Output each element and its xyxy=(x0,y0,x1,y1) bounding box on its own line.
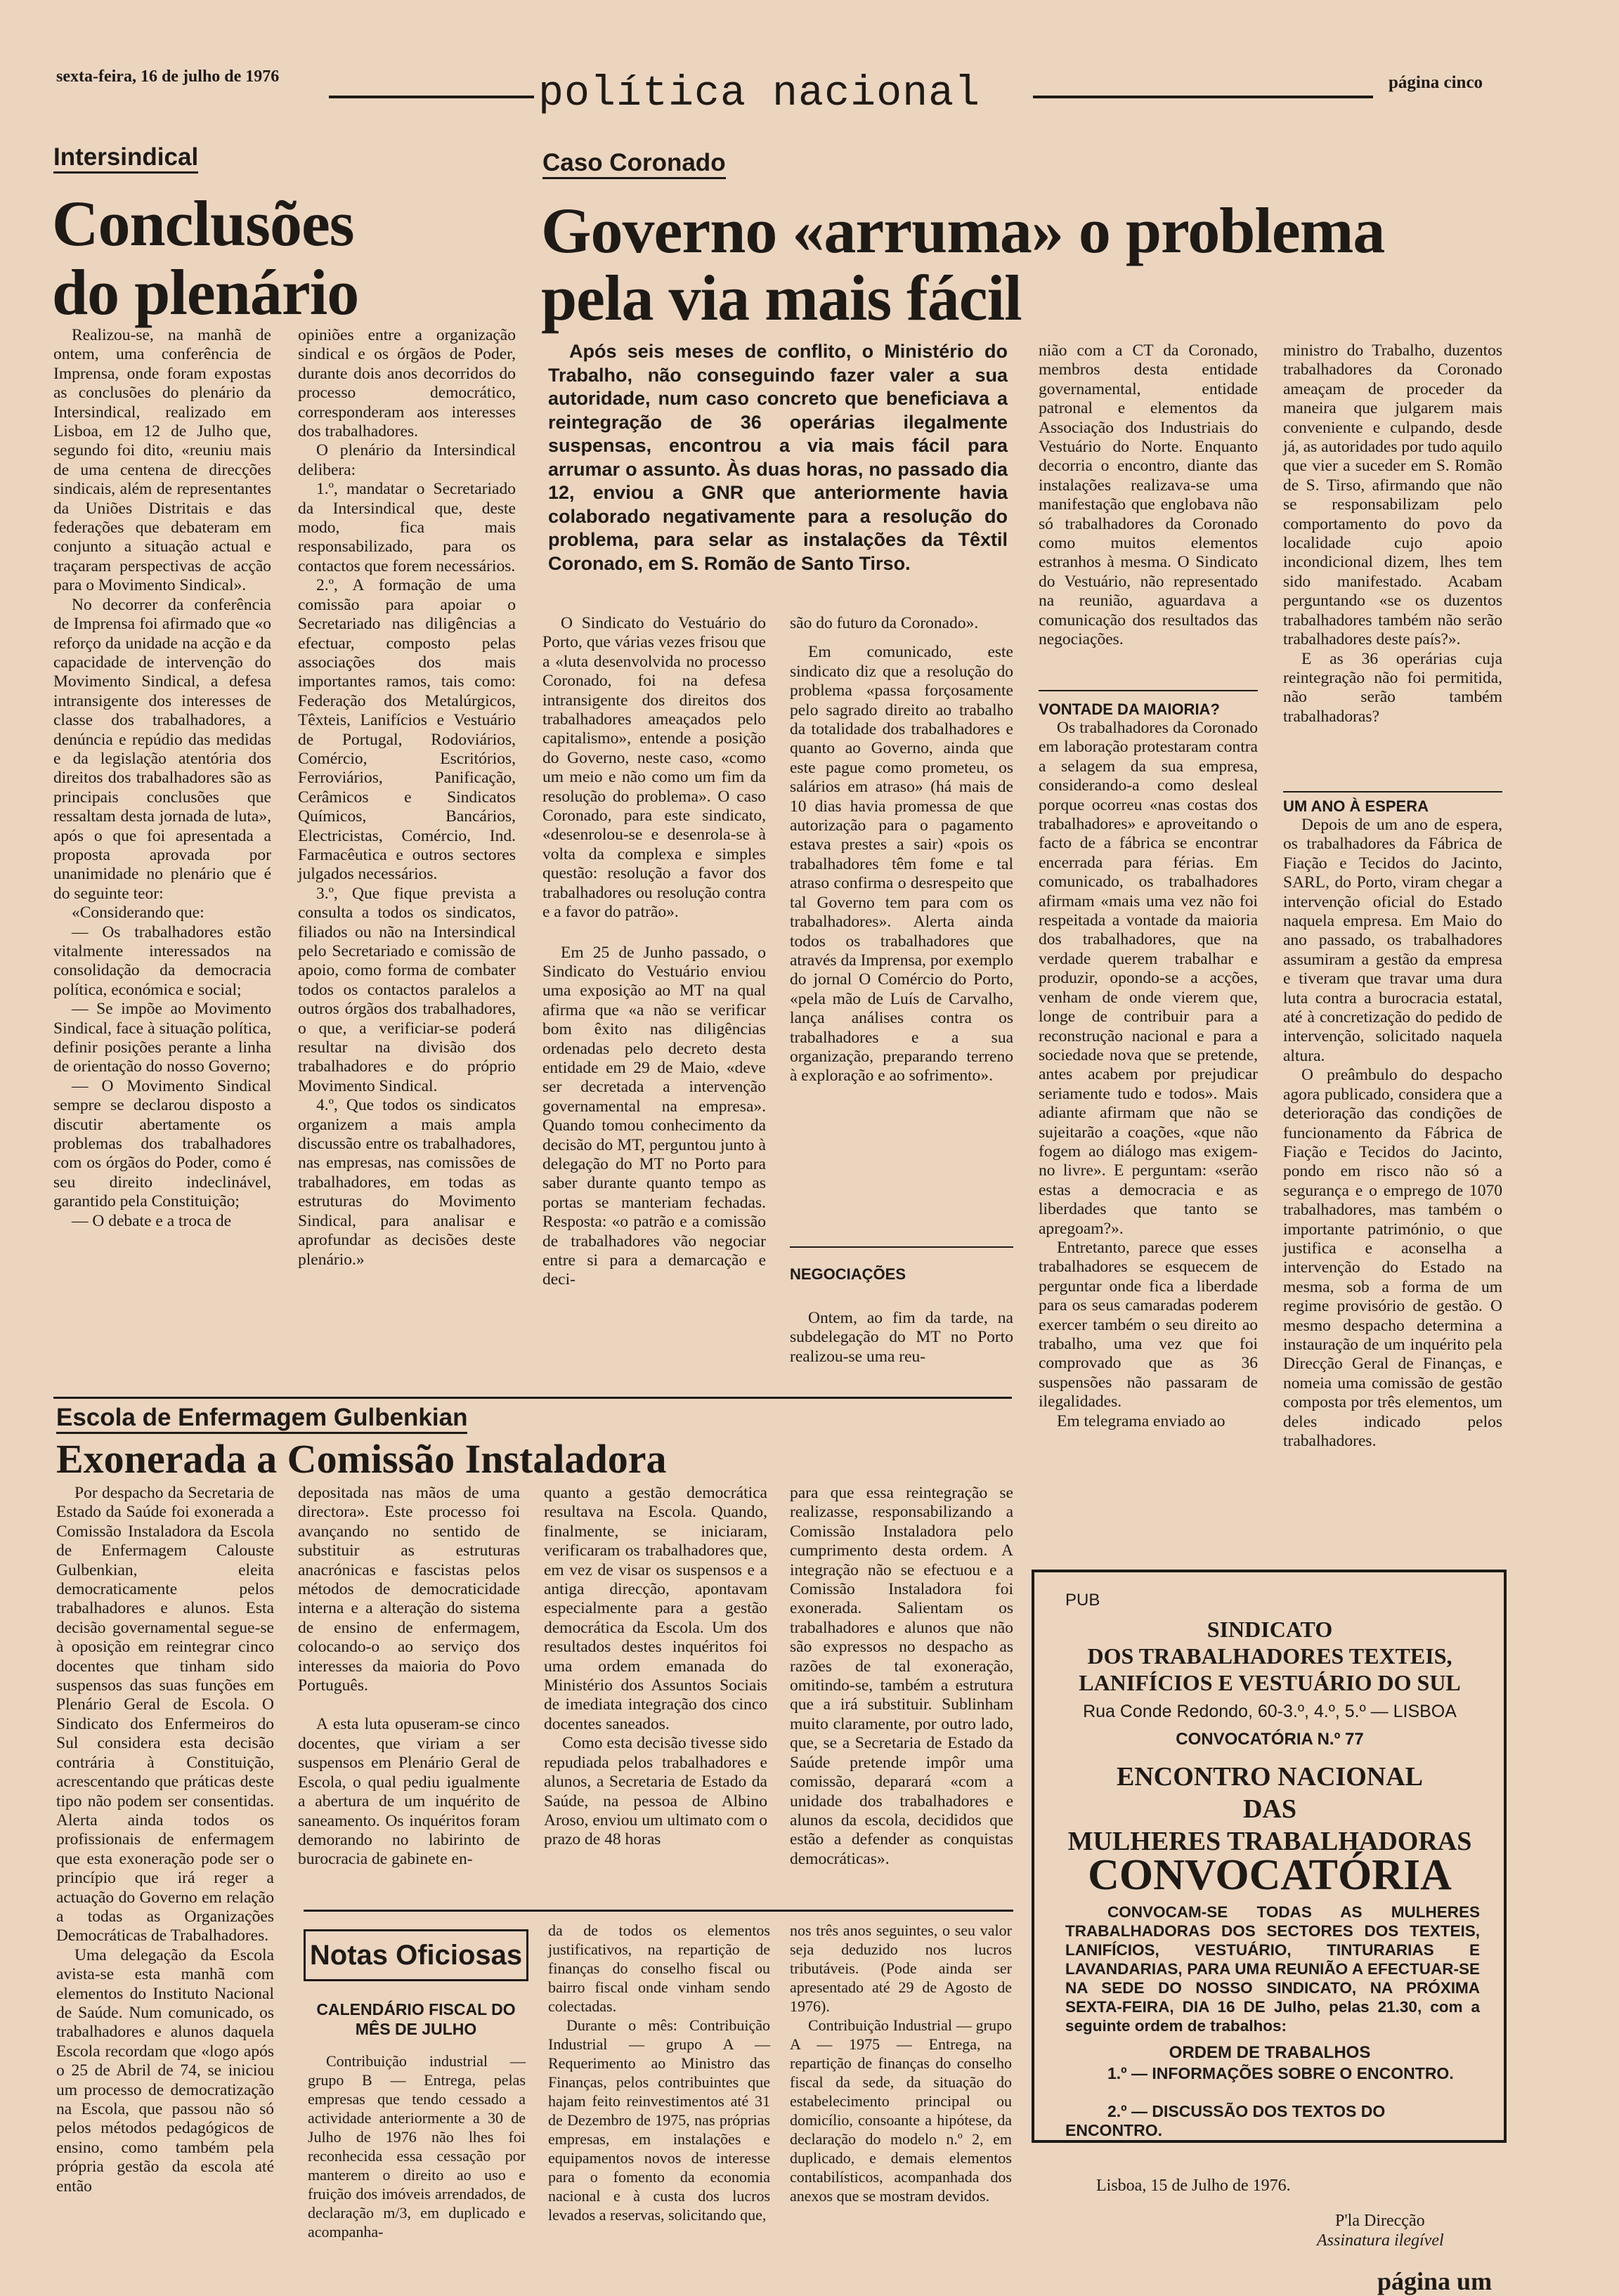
pub-date: Lisboa, 15 de Julho de 1976. xyxy=(1096,2177,1291,2195)
intersindical-headline-line1: Conclusões xyxy=(52,188,354,259)
paragraph: Em comunicado, este sindicato diz que a resolução do problema «passa forçosamente pelo sagrado direito ao trabalho da totalidade dos trabalhadores e quanto ao Governo, ainda que este pague como prometeu, os salários em atraso» (há mais de 10 dias havia promessa de que autorização para o pagamento estava prestes a sair) «pois os trabalhadores têm fome e tal atraso confirma o desrespeito que tal Governo tem para com os trabalhadores». Alerta ainda todos os trabalhadores que através da Imprensa, por exemplo do jornal O Comércio do Porto, «pela mão de Luís de Carvalho, lança análises contra os trabalhadores e a sua organização, preparando terreno à exploração e ao sofrimento». xyxy=(790,643,1013,1085)
coronado-section-label: Caso Coronado xyxy=(542,149,726,179)
coronado-column-5 xyxy=(1039,341,1258,672)
paragraph: O plenário da Intersindical delibera: xyxy=(298,441,516,479)
convocatoria-body: CONVOCAM-SE TODAS AS MULHERES TRABALHADORAS DOS SECTORES DOS TEXTEIS, LANIFÍCIOS, VESTUÁRIO, TINTURARIAS E LAVANDARIAS, PARA UMA REUNIÃO A EFECTUAR-SE NA SEDE DO NOSSO SINDICATO, NA PRÓXIMA SEXTA-FEIRA, DIA 16 DE Julho, pelas 21.30, com a seguinte ordem de trabalhos: xyxy=(1065,1903,1480,2035)
paragraph: Entretanto, parece que esses trabalhadores se esquecem de perguntar onde fica a liberdade para os seus camaradas poderem exercer também o seu direito ao trabalho, uma vez que foi comprovado que as 36 suspensões não passaram de ilegalidades. xyxy=(1039,1238,1258,1411)
masthead-section: política nacional xyxy=(538,70,981,118)
notas-calendar-title xyxy=(304,2000,528,2042)
paragraph: — Se impõe ao Movimento Sindical, face à situação política, definir posições perante a linha de orientação do nosso Governo; xyxy=(53,1000,271,1076)
paragraph: são do futuro da Coronado». xyxy=(790,614,979,632)
paragraph: — O debate e a troca de xyxy=(72,1211,232,1230)
union-line-1: SINDICATO xyxy=(1207,1617,1333,1642)
advertisement-box xyxy=(1032,1570,1507,2143)
coronado-headline-line1: Governo «arruma» o problema xyxy=(541,195,1385,266)
paragraph: nião com a CT da Coronado, membros desta entidade governamental, entidade patronal e elementos da Associação dos Industriais do Vestuário do Norte. Enquanto decorria o encontro, diante das instalações realizava-se uma manifestação que englobava não só trabalhadores da Coronado como muitos elementos estranhos à mesma. O Sindicato do Vestuário, não representado na reunião, aguardava a comunicação dos resultados das negociações. xyxy=(1039,341,1258,649)
paragraph: Em 25 de Junho passado, o Sindicato do Vestuário enviou uma exposição ao MT na qual afirma que «a não se verificar bom êxito nas diligências ordenadas pelo decreto desta entidade em 29 de Maio, «deve ser decretada a intervenção governamental na empresa». Quando tomou conhecimento da decisão do MT, perguntou junto à delegação do MT no Porto para saber durante quanto tempo as portas se manteriam fechadas. Resposta: «o patrão e a comissão de trabalhadores vão negociar entre si para a demarcação e deci- xyxy=(542,943,766,1289)
event-line-2: DAS xyxy=(1242,1794,1297,1824)
union-name xyxy=(1048,1616,1491,1696)
coronado-lead xyxy=(548,340,1008,574)
umano-rule xyxy=(1283,791,1502,792)
paragraph: Por despacho da Secretaria de Estado da Saúde foi exonerada a Comissão Instaladora da Escola de Enfermagem Calouste Gulbenkian, eleita democraticamente pelos trabalhadores e alunos. Esta decisão governamental segue-se à oposição em reintegrar cinco docentes que tinham sido suspensos das suas funções em Plenário Geral de Escola. O Sindicato dos Enfermeiros do Sul considera esta decisão contrária à Constituição, acrescentando que práticas deste tipo não podem ser consentidas. Alerta ainda todos os profissionais de enfermagem que esta exoneração pode ser o princípio que irá reger a actuação do Governo em relação a todas as Organizações Democráticas de Trabalhadores. xyxy=(56,1484,274,1945)
convocatoria-big: CONVOCATÓRIA xyxy=(1088,1851,1452,1899)
negociacoes-block xyxy=(790,1265,1013,1384)
union-line-3: LANIFÍCIOS E VESTUÁRIO DO SUL xyxy=(1079,1670,1461,1695)
intersindical-column-1 xyxy=(53,326,271,1387)
intersindical-section-label: Intersindical xyxy=(53,143,198,174)
paragraph: — O Movimento Sindical sempre se declarou disposto a discutir abertamente os problemas dos trabalhadores com os órgãos do Poder, como é seu direito indeclinável, garantido pela Constituição; xyxy=(53,1076,271,1211)
gulbenkian-section-label: Escola de Enfermagem Gulbenkian xyxy=(56,1404,467,1434)
pub-sign-1: P'la Direcção xyxy=(1335,2212,1425,2230)
intersindical-headline-line2: do plenário xyxy=(52,256,359,328)
paragraph: O preâmbulo do despacho agora publicado, considera que a deterioração das condições de funcionamento da Fábrica de Fiação e Tecidos do Jacinto, pondo em risco não só a segurança e o emprego de 1070 trabalhadores, mas também o importante património, o que justifica e aconselha a intervenção do Estado na mesma, sob a forma de um regime provisório de gestão. O mesmo despacho determina a instauração de um inquérito pela Direcção Geral de Finanças, e nomeia uma comissão de gestão composta por três elementos, um deles indicado pelos trabalhadores. xyxy=(1283,1066,1502,1450)
notas-top-rule xyxy=(304,1910,1013,1912)
paragraph: 3.º, Que fique prevista a consulta a todos os sindicatos, filiados ou não na Intersindical pelo Secretariado e comissão de apoio, como forma de combater todos os contactos paralelos a outros órgãos dos trabalhadores, o que, a verificiar-se poderá resultar na divisão dos trabalhadores e do próprio Movimento Sindical. xyxy=(298,884,516,1095)
gulbenkian-column-4 xyxy=(790,1484,1013,1905)
paragraph: No decorrer da conferência de Imprensa foi afirmado que «o reforço da unidade na acção e da capacidade de intervenção do Movimento Sindical, a defesa intransigente dos interesses de classe dos trabalhadores, a denúncia e repúdio das medidas e da legislação atentória dos direitos dos trabalhadores são as principais conclusões que ressaltam desta jornada de luta», após o que foi apresentada a proposta aprovada por unanimidade no plenário que é do seguinte teor: xyxy=(53,595,271,903)
masthead-rule-left xyxy=(329,96,534,98)
convocatoria-number: CONVOCATÓRIA N.º 77 xyxy=(1176,1730,1364,1749)
paragraph: 4.º, Que todos os sindicatos organizem a mais ampla discussão entre os trabalhadores, nas empresas, nas comissões de trabalhadores, em todas as estruturas do Movimento Sindical, para analisar e aprofundar as decisões deste plenário.» xyxy=(298,1096,516,1269)
notas-column-2 xyxy=(548,1921,770,2283)
masthead-date: sexta-feira, 16 de julho de 1976 xyxy=(56,67,280,86)
paragraph: Em telegrama enviado ao xyxy=(1057,1411,1225,1430)
union-address: Rua Conde Redondo, 60-3.º, 4.º, 5.º — LISBOA xyxy=(1083,1702,1457,1721)
paragraph: quanto a gestão democrática resultava na Escola. Quando, finalmente, se iniciaram, verificaram os trabalhadores que, em vez de visar os suspensos e a antiga direcção, apontavam especialmente para a gestão democrática da Escola. Um dos resultados destes inquéritos foi uma ordem emanada do Ministério dos Assuntos Sociais de imediata integração dos cinco docentes saneados. xyxy=(544,1484,767,1733)
event-line-3: MULHERES TRABALHADORAS xyxy=(1067,1827,1472,1856)
order-item-1: 1.º — INFORMAÇÕES SOBRE O ENCONTRO. xyxy=(1107,2064,1454,2082)
masthead-rule-right xyxy=(1033,96,1373,98)
gulbenkian-top-rule xyxy=(53,1397,1012,1399)
paragraph: «Considerando que: xyxy=(72,904,204,922)
order-title: ORDEM DE TRABALHOS xyxy=(1169,2043,1371,2062)
paragraph: 1.º, mandatar o Secretariado da Intersindical que, deste modo, fica mais responsabilizado, para os contactos que forem necessários. xyxy=(298,480,516,575)
notas-oficiosas-label: Notas Oficiosas xyxy=(304,1929,528,1981)
order-item-2: 2.º — DISCUSSÃO DOS TEXTOS DO ENCONTRO. xyxy=(1065,2102,1386,2139)
paragraph: E as 36 operárias cuja reintegração não foi permitida, não serão também trabalhadoras? xyxy=(1283,649,1502,726)
negociacoes-rule xyxy=(790,1246,1013,1248)
paragraph: para que essa reintegração se realizasse, responsabilizando a Comissão Instaladora pelo cumprimento desta ordem. A integração não se efectuou e a Comissão Instaladora foi exonerada. Salientam os trabalhadores e alunos que não são expressos no despacho as razões de tal exoneração, omitindo-se, também a estrutura que a irá substituir. Sublinham muito claramente, por outro lado, que, se a Secretaria de Estado da Saúde pretende impôr uma comissão, deparará «com a unidade dos trabalhadores e alunos da escola, decididos que estão a defender as conquistas democráticas». xyxy=(790,1484,1013,1868)
gulbenkian-column-1 xyxy=(56,1484,274,2285)
notas-column-3 xyxy=(790,1921,1012,2283)
lead-paragraph: Após seis meses de conflito, o Ministério do Trabalho, não conseguindo fazer valer a sua autoridade, num caso concreto que beneficiava a reintegração de 36 operárias ilegalmente suspensas, encontrou a via mais fácil para arrumar o assunto. Às duas horas, no passado dia 12, enviou a GNR que anteriormente havia colaborado negativamente para a resolução do problema, para selar as instalações da Têxtil Coronado, em S. Romão de Santo Tirso. xyxy=(548,341,1008,574)
event-title xyxy=(1041,1761,1498,1858)
calendar-title: CALENDÁRIO FISCAL DO MÊS DE JULHO xyxy=(316,2000,516,2038)
coronado-headline-line2: pela via mais fácil xyxy=(541,262,1022,334)
paragraph: opiniões entre a organização sindical e os órgãos de Poder, durante dois anos decorridos do processo democrático, corresponderam aos interesses dos trabalhadores. xyxy=(298,326,516,441)
pub-sign-2: Assinatura ilegível xyxy=(1317,2231,1444,2250)
paragraph: Contribuição Industrial — grupo A — 1975 — Entrega, na repartição de finanças do conselho fiscal da sede, da situação do estabelecimento principal ou domicílio, consoante a hipótese, da declaração do modelo n.º 2, em duplicado, e demais elementos contabilísticos, acompanhada dos anexos que se mostram devidos. xyxy=(790,2016,1012,2205)
paragraph: 2.º, A formação de uma comissão para apoiar o Secretariado nas diligências a efectuar, composto pelas associações dos mais importantes ramos, tais como: Federação dos Metalúrgicos, Têxteis, Lanifícios e Vestuário de Portugal, Rodoviários, Comércio, Escritórios, Ferroviários, Panificação, Cerâmicos e Sindicatos Químicos, Bancários, Electricistas, Comércio, Ind. Farmacêutica e outros sectores julgados necessários. xyxy=(298,576,516,884)
paragraph: Realizou-se, na manhã de ontem, uma conferência de Imprensa, onde foram expostas as conclusões do plenário da Intersindical, realizado em Lisboa, em 12 de Julho que, segundo foi dito, «reuniu mais de uma centena de direcções sindicais, além de representantes da Uniões Distritais e das federações que debateram em conjunto a situação actual e traçaram perspectivas de acção para o Movimento Sindical». xyxy=(53,326,271,595)
paragraph: — Os trabalhadores estão vitalmente interessados na consolidação da democracia política, económica e social; xyxy=(53,922,271,999)
coronado-column-6 xyxy=(1283,341,1502,777)
vontade-heading: VONTADE DA MAIORIA? xyxy=(1039,700,1220,718)
vontade-rule xyxy=(1039,690,1258,691)
gulbenkian-headline: Exonerada a Comissão Instaladora xyxy=(56,1436,667,1482)
paragraph: da de todos os elementos justificativos, na repartição de finanças do conselho fiscal ou bairro fiscal onde vinham sendo colectadas. xyxy=(548,1922,770,2015)
union-line-2: DOS TRABALHADORES TEXTEIS, xyxy=(1087,1643,1452,1669)
paragraph: Contribuição industrial — grupo B — Entrega, pelas empresas que tendo cessado a actividade anteriormente a 30 de Julho de 1976 não lhes foi reconhecida essa cessação por manterem o direito ao uso e fruição dos imóveis arrendados, de declaração m/3, em duplicado e acompanha- xyxy=(308,2052,526,2240)
paragraph: nos três anos seguintes, o seu valor seja deduzido nos lucros tributáveis. (Pode ainda ser apresentado até 29 de Agosto de 1976). xyxy=(790,1922,1012,2015)
paragraph: Ontem, ao fim da tarde, na subdelegação do MT no Porto realizou-se uma reu- xyxy=(790,1309,1013,1366)
coronado-column-5b xyxy=(1039,700,1258,1567)
gulbenkian-column-2 xyxy=(298,1484,520,1905)
paragraph: Uma delegação da Escola avista-se esta manhã com elementos do Instituto Nacional de Saúde. Num comunicado, os trabalhadores e alunos daquela Escola recordam que «logo após o 25 de Abril de 74, se iniciou um processo de democratização na Escola, que passou não só pelos métodos pedagógicos de ensino, como também pela própria gestão da escola até então xyxy=(56,1945,274,2196)
paragraph: ministro do Trabalho, duzentos trabalhadores da Coronado ameaçam de proceder da maneira que julgarem mais conveniente e culpando, desde já, as autoridades por tudo aquilo que vier a suceder em S. Romão de S. Tirso, afirmando que não se responsabilizam pelo comportamento do povo da localidade cujo apoio incondicional dizem, lhes tem sido manifestado. Acabam perguntando «se os duzentos trabalhadores também não serão trabalhadores deste país?». xyxy=(1283,341,1502,649)
umano-heading: UM ANO À ESPERA xyxy=(1283,797,1429,815)
paragraph: Durante o mês: Contribuição Industrial — grupo A — Requerimento ao Ministro das Finanças, pelos contribuintes que hajam feito reinvestimentos até 31 de Dezembro de 1975, nas próprias empresas, em instalações e equipamentos novos de interesse para o fomento da economia nacional e à custa dos lucros levados a reservas, solicitando que, xyxy=(548,2016,770,2224)
paragraph: Os trabalhadores da Coronado em laboração protestaram contra a selagem da sua empresa, considerando-a como desleal porque ocorreu «nas costas dos trabalhadores» e aproveitando o facto de a fábrica se encontrar encerrada para férias. Em comunicado, os trabalhadores afirmam «mais uma vez não foi respeitada a vontade da maioria dos trabalhadores, que na verdade querem trabalhar e produzir, opondo-se a acções, venham de onde vierem que, longe de contribuir para a reconstrução nacional e para a sociedade nova que se pretende, antes acabem por prejudicar seriamente tudo e todos». Mais adiante afirmam que não se sujeitarão a coações, «que não fogem ao diálogo mas exigem-no livre». E perguntam: «serão estas a democracia e as liberdades que tanto se apregoam?». xyxy=(1039,719,1258,1238)
paragraph: Depois de um ano de espera, os trabalhadores da Fábrica de Fiação e Tecidos do Jacinto, SARL, do Porto, viram chegar a intervenção oficial do Estado naquela empresa. Em Maio do ano passado, os trabalhadores assumiram a gestão da empresa e tiveram que travar uma dura luta contra a burocracia estatal, até à concretização do pedido de intervenção, solicitado naquela altura. xyxy=(1283,816,1502,1065)
coronado-column-3 xyxy=(542,614,766,1387)
gulbenkian-column-3 xyxy=(544,1484,767,1905)
paragraph: A esta luta opuseram-se cinco docentes, que viriam a ser suspensos em Plenário Geral de Escola, o qual pediu igualmente a abertura de um inquérito de saneamento. Os inquéritos foram demorando no labirinto de burocracia de gabinete en- xyxy=(298,1715,520,1869)
masthead-page: página cinco xyxy=(1389,73,1483,92)
event-line-1: ENCONTRO NACIONAL xyxy=(1117,1762,1423,1792)
pub-tag: PUB xyxy=(1065,1591,1100,1610)
paragraph: Como esta decisão tivesse sido repudiada pelos trabalhadores e alunos, a Secretaria de Estado da Saúde, na pessoa de Albino Aroso, enviou um ultimato com o prazo de 48 horas xyxy=(544,1734,767,1849)
negociacoes-heading: NEGOCIAÇÕES xyxy=(790,1265,906,1283)
coronado-column-6b xyxy=(1283,797,1502,1570)
paragraph: depositada nas mãos de uma directora». Este processo foi avançando no sentido de substituir as estruturas anacrónicas e fascistas pelos métodos de democraticidade interna e a alteração do sistema de ensino de enfermagem, colocando-o ao serviço dos interesses da maioria do Povo Português. xyxy=(298,1484,520,1695)
intersindical-column-2 xyxy=(298,326,516,1387)
notas-column-1 xyxy=(308,2052,526,2283)
paragraph: O Sindicato do Vestuário do Porto, que várias vezes frisou que a «luta desenvolvida no processo Coronado, foi na defesa intransigente dos direitos dos trabalhadores ameaçados pelo capitalismo», entende a posição do Governo, neste caso, «como um meio e não como um fim da resolução do problema». O caso Coronado, para este sindicato, «desenrolou-se e desenrolа-se à volta da complexa e simples questão: resolução a favor dos trabalhadores ou resolução contra e a favor do patrão». xyxy=(542,614,766,922)
footer-next-page: página um xyxy=(1377,2267,1493,2295)
